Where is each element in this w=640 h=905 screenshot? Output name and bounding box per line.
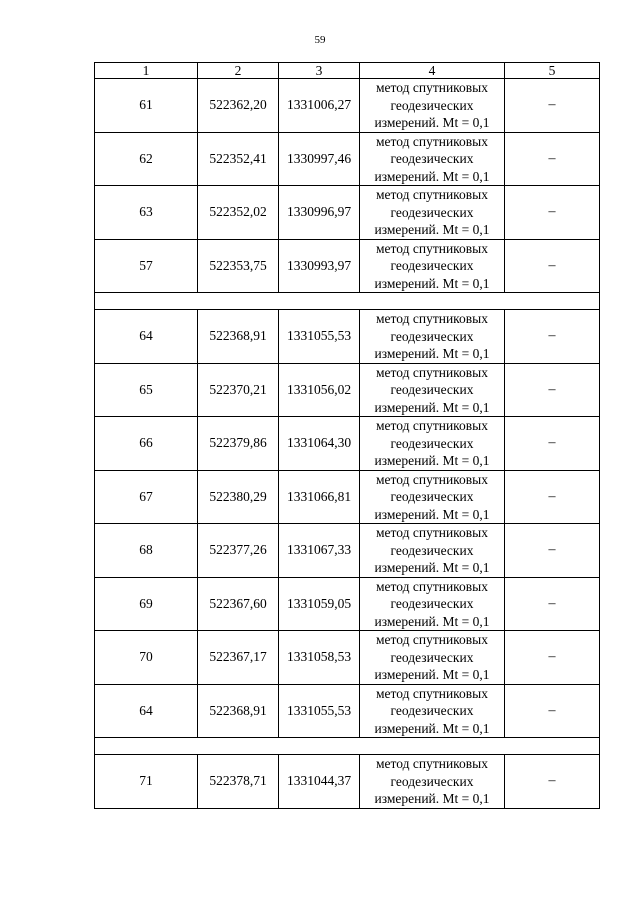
accuracy-cell: – — [505, 755, 600, 809]
method-cell: метод спутниковых геодезических измерений. Mt = 0,1 — [360, 524, 505, 578]
table-row — [95, 79, 600, 133]
y-coordinate-cell: 1331064,30 — [279, 417, 360, 471]
y-coordinate-cell: 1331059,05 — [279, 577, 360, 631]
header-col-4: 4 — [360, 63, 505, 79]
x-coordinate-cell: 522367,17 — [198, 631, 279, 685]
y-coordinate-cell: 1330996,97 — [279, 186, 360, 240]
separator-cell — [95, 738, 600, 755]
table-row — [95, 577, 600, 631]
accuracy-cell: – — [505, 79, 600, 133]
y-coordinate-cell: 1331066,81 — [279, 470, 360, 524]
table-row — [95, 470, 600, 524]
accuracy-cell: – — [505, 363, 600, 417]
method-cell: метод спутниковых геодезических измерений. Mt = 0,1 — [360, 631, 505, 685]
accuracy-cell: – — [505, 186, 600, 240]
method-cell: метод спутниковых геодезических измерений. Mt = 0,1 — [360, 417, 505, 471]
x-coordinate-cell: 522378,71 — [198, 755, 279, 809]
y-coordinate-cell: 1330997,46 — [279, 132, 360, 186]
table-row — [95, 239, 600, 293]
x-coordinate-cell: 522380,29 — [198, 470, 279, 524]
accuracy-cell: – — [505, 577, 600, 631]
point-number-cell: 63 — [95, 186, 198, 240]
method-cell: метод спутниковых геодезических измерений. Mt = 0,1 — [360, 132, 505, 186]
method-cell: метод спутниковых геодезических измерений. Mt = 0,1 — [360, 684, 505, 738]
method-cell: метод спутниковых геодезических измерений. Mt = 0,1 — [360, 79, 505, 133]
accuracy-cell: – — [505, 310, 600, 364]
table-row — [95, 755, 600, 809]
accuracy-cell: – — [505, 524, 600, 578]
separator-cell — [95, 293, 600, 310]
x-coordinate-cell: 522368,91 — [198, 684, 279, 738]
accuracy-cell: – — [505, 684, 600, 738]
method-cell: метод спутниковых геодезических измерений. Mt = 0,1 — [360, 577, 505, 631]
separator-row — [95, 293, 600, 310]
table-header-row — [95, 63, 600, 79]
y-coordinate-cell: 1331067,33 — [279, 524, 360, 578]
point-number-cell: 62 — [95, 132, 198, 186]
point-number-cell: 69 — [95, 577, 198, 631]
y-coordinate-cell: 1331058,53 — [279, 631, 360, 685]
x-coordinate-cell: 522379,86 — [198, 417, 279, 471]
method-cell: метод спутниковых геодезических измерений. Mt = 0,1 — [360, 239, 505, 293]
table-row — [95, 684, 600, 738]
method-cell: метод спутниковых геодезических измерений. Mt = 0,1 — [360, 363, 505, 417]
table-body — [95, 79, 600, 809]
table-row — [95, 417, 600, 471]
method-cell: метод спутниковых геодезических измерений. Mt = 0,1 — [360, 186, 505, 240]
x-coordinate-cell: 522377,26 — [198, 524, 279, 578]
coordinates-table — [94, 62, 600, 809]
x-coordinate-cell: 522368,91 — [198, 310, 279, 364]
table-row — [95, 310, 600, 364]
separator-row — [95, 738, 600, 755]
point-number-cell: 61 — [95, 79, 198, 133]
y-coordinate-cell: 1331055,53 — [279, 684, 360, 738]
x-coordinate-cell: 522352,41 — [198, 132, 279, 186]
table-row — [95, 631, 600, 685]
table-row — [95, 186, 600, 240]
page-number: 59 — [314, 34, 326, 46]
accuracy-cell: – — [505, 132, 600, 186]
x-coordinate-cell: 522352,02 — [198, 186, 279, 240]
x-coordinate-cell: 522362,20 — [198, 79, 279, 133]
x-coordinate-cell: 522370,21 — [198, 363, 279, 417]
x-coordinate-cell: 522353,75 — [198, 239, 279, 293]
method-cell: метод спутниковых геодезических измерений. Mt = 0,1 — [360, 310, 505, 364]
header-col-1: 1 — [95, 63, 198, 79]
y-coordinate-cell: 1331006,27 — [279, 79, 360, 133]
table-row — [95, 524, 600, 578]
header-col-5: 5 — [505, 63, 600, 79]
point-number-cell: 70 — [95, 631, 198, 685]
header-col-2: 2 — [198, 63, 279, 79]
point-number-cell: 57 — [95, 239, 198, 293]
point-number-cell: 68 — [95, 524, 198, 578]
accuracy-cell: – — [505, 631, 600, 685]
method-cell: метод спутниковых геодезических измерений. Mt = 0,1 — [360, 755, 505, 809]
method-cell: метод спутниковых геодезических измерений. Mt = 0,1 — [360, 470, 505, 524]
point-number-cell: 65 — [95, 363, 198, 417]
table-row — [95, 363, 600, 417]
accuracy-cell: – — [505, 239, 600, 293]
y-coordinate-cell: 1331056,02 — [279, 363, 360, 417]
point-number-cell: 66 — [95, 417, 198, 471]
point-number-cell: 64 — [95, 310, 198, 364]
y-coordinate-cell: 1331044,37 — [279, 755, 360, 809]
x-coordinate-cell: 522367,60 — [198, 577, 279, 631]
point-number-cell: 67 — [95, 470, 198, 524]
y-coordinate-cell: 1330993,97 — [279, 239, 360, 293]
point-number-cell: 64 — [95, 684, 198, 738]
accuracy-cell: – — [505, 417, 600, 471]
accuracy-cell: – — [505, 470, 600, 524]
y-coordinate-cell: 1331055,53 — [279, 310, 360, 364]
point-number-cell: 71 — [95, 755, 198, 809]
table-row — [95, 132, 600, 186]
header-col-3: 3 — [279, 63, 360, 79]
